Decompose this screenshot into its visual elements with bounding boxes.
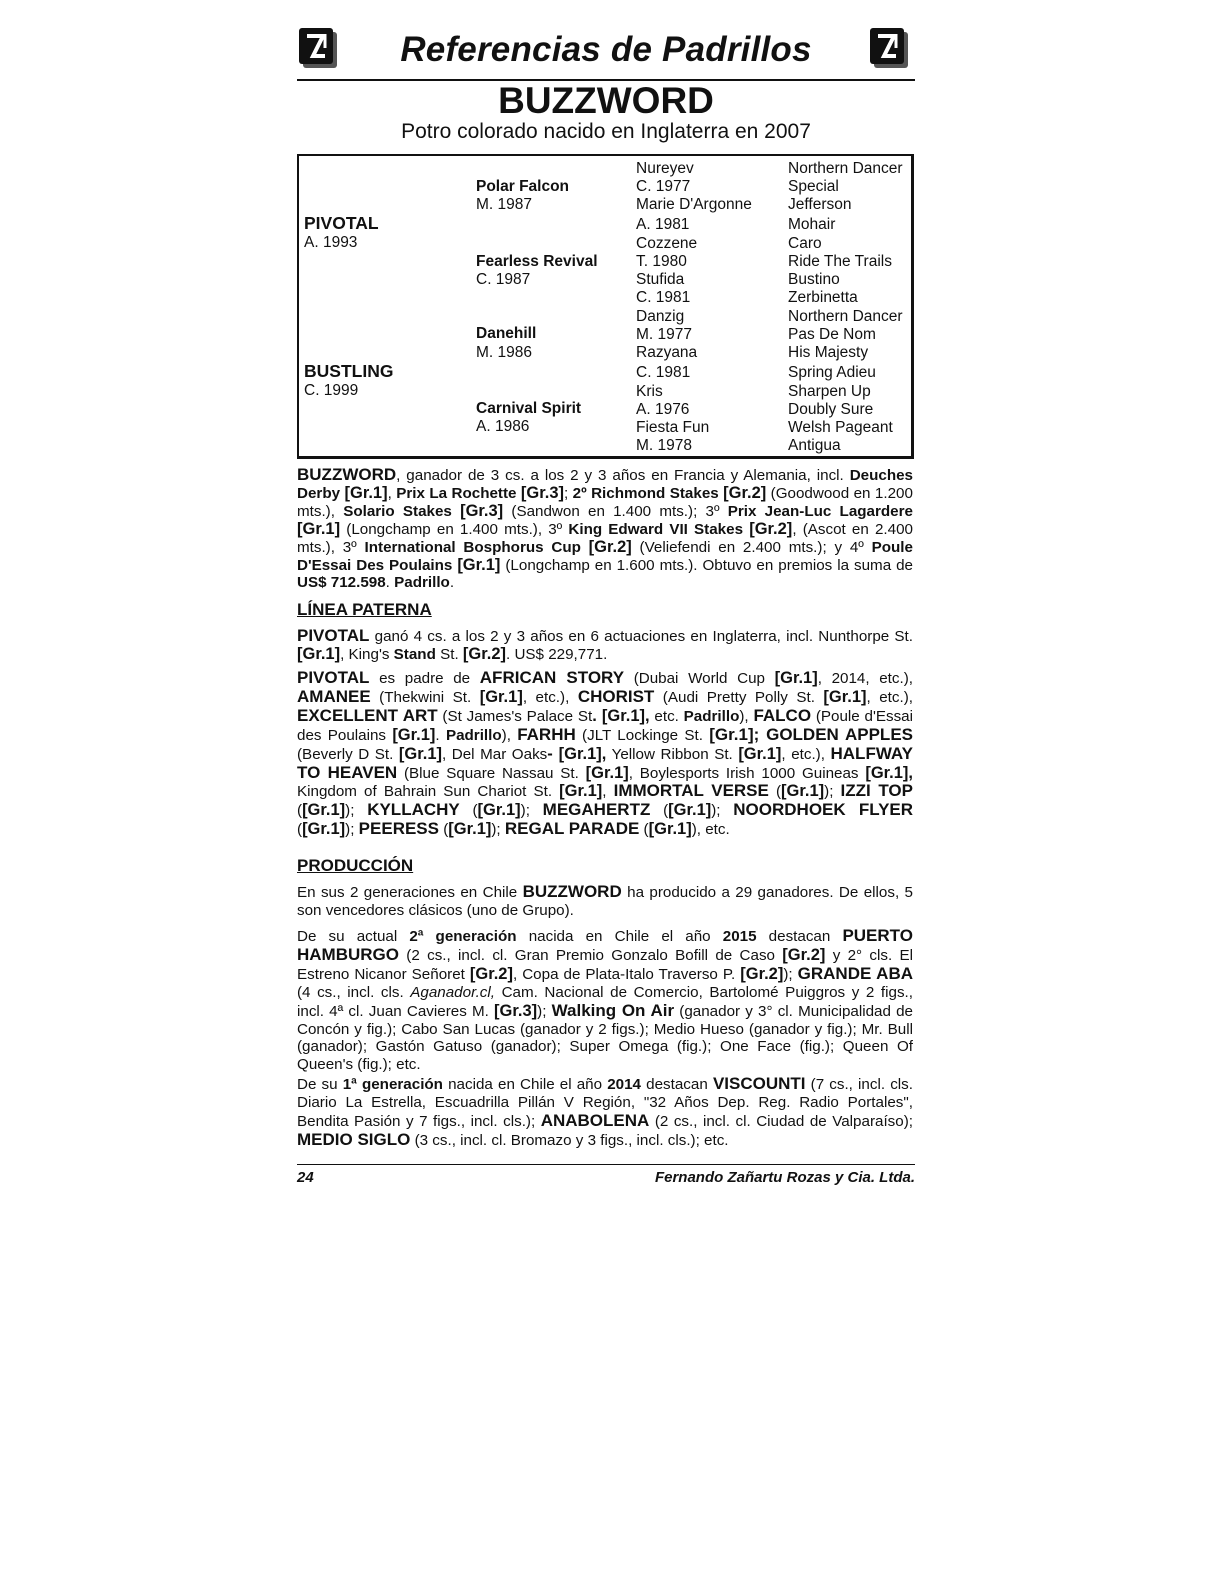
logo-emblem-icon: [868, 26, 910, 70]
sire-info: A. 1993: [304, 234, 358, 251]
first-generation-paragraph: De su 1ª generación nacida en Chile el año 2014 destacan VISCOUNTI (7 cs., incl. cls. Diario La Estrella, Escuadrilla Pillán V Región, "32 Años Dep. Reg. Radio Portales", Bendita Pasión y 7 figs., incl. cls.); ANABOLENA (2 cs., incl. cl. Ciudad de Valparaíso); MEDIO SIGLO (3 cs., incl. cl. Bromazo y 3 figs., incl. cls.); etc.: [297, 1074, 913, 1149]
grandsire-name: Danehill: [476, 325, 537, 342]
horse-name: BUZZWORD: [498, 80, 714, 121]
gen4-cell: Ride The Trails: [788, 253, 892, 270]
horse-subtitle: Potro colorado nacido en Inglaterra en 2007: [401, 120, 811, 143]
gen4-cell: Welsh Pageant: [788, 419, 893, 436]
gen3-cell: A. 1976: [636, 401, 690, 418]
gen4-cell: Caro: [788, 235, 822, 252]
gen3-cell: A. 1981: [636, 216, 690, 233]
granddam-name: Carnival Spirit: [476, 400, 582, 417]
gen4-cell: Northern Dancer: [788, 160, 903, 177]
section-heading-paternal-line: LÍNEA PATERNA: [297, 600, 432, 619]
gen4-cell: Doubly Sure: [788, 401, 874, 418]
gen3-cell: M. 1978: [636, 437, 693, 454]
gen4-cell: Antigua: [788, 437, 841, 454]
gen4-cell: Pas De Nom: [788, 326, 876, 343]
granddam-info: C. 1987: [476, 271, 531, 288]
gen4-cell: Bustino: [788, 271, 840, 288]
gen4-cell: Northern Dancer: [788, 308, 903, 325]
dam-name: BUSTLING: [304, 361, 394, 381]
gen3-cell: C. 1981: [636, 364, 691, 381]
gen3-cell: Kris: [636, 383, 663, 400]
pedigree-table: [297, 154, 914, 459]
dam-info: C. 1999: [304, 382, 359, 399]
gen4-cell: Spring Adieu: [788, 364, 876, 381]
sire-name: PIVOTAL: [304, 213, 379, 233]
section-heading-production: PRODUCCIÓN: [297, 856, 414, 875]
publisher-name: Fernando Zañartu Rozas y Cia. Ltda.: [654, 1169, 915, 1186]
gen4-cell: Sharpen Up: [788, 383, 871, 400]
grandsire-info: M. 1987: [476, 196, 533, 213]
gen3-cell: Razyana: [636, 344, 698, 361]
gen3-cell: Nureyev: [636, 160, 694, 177]
gen3-cell: Marie D'Argonne: [636, 196, 752, 213]
granddam-name: Fearless Revival: [476, 253, 598, 270]
sire-record-paragraph: PIVOTAL ganó 4 cs. a los 2 y 3 años en 6 actuaciones en Inglaterra, incl. Nunthorpe St. [Gr.1], King's Stand St. [Gr.2]. US$ 229,771.: [297, 626, 913, 663]
footer-divider: [297, 1164, 915, 1165]
gen3-cell: Fiesta Fun: [636, 419, 710, 436]
gen3-cell: C. 1977: [636, 178, 691, 195]
gen4-cell: His Majesty: [788, 344, 869, 361]
gen3-cell: M. 1977: [636, 326, 693, 343]
gen3-cell: C. 1981: [636, 289, 691, 306]
grandsire-info: M. 1986: [476, 344, 533, 361]
gen3-cell: Cozzene: [636, 235, 698, 252]
page-header: [297, 20, 915, 82]
page-number: 24: [297, 1169, 314, 1186]
second-generation-paragraph: De su actual 2ª generación nacida en Chile el año 2015 destacan PUERTO HAMBURGO (2 cs., incl. cl. Gran Premio Gonzalo Bofill de Caso [Gr.2] y 2° cls. El Estreno Nicanor Señoret [Gr.2], Copa de Plata-Italo Traverso P. [Gr.2]); GRANDE ABA (4 cs., incl. cls. Aganador.cl, Cam. Nacional de Comercio, Bartolomé Puiggros y 2 figs., incl. 4ª cl. Juan Cavieres M. [Gr.3]); Walking On Air (ganador y 3° cl. Municipalidad de Concón y fig.); Cabo San Lucas (ganador y 2 figs.); Medio Hueso (ganador y fig.); Mr. Bull (ganador); Gastón Gatuso (ganador); Super Omega (fig.); One Face (fig.); Queen Of Queen's (fig.); etc.: [297, 926, 914, 1074]
gen4-cell: Jefferson: [788, 196, 852, 213]
gen3-cell: Stufida: [636, 271, 685, 288]
gen4-cell: Special: [788, 178, 839, 195]
gen3-cell: T. 1980: [636, 253, 687, 270]
gen4-cell: Mohair: [788, 216, 836, 233]
production-summary-paragraph: En sus 2 generaciones en Chile BUZZWORD ha producido a 29 ganadores. De ellos, 5 son vencedores clásicos (uno de Grupo).: [297, 882, 913, 919]
granddam-info: A. 1986: [476, 418, 530, 435]
gen3-cell: Danzig: [636, 308, 685, 325]
page-header-title: Referencias de Padrillos: [400, 30, 812, 69]
gen4-cell: Zerbinetta: [788, 289, 858, 306]
racing-record-paragraph: BUZZWORD, ganador de 3 cs. a los 2 y 3 años en Francia y Alemania, incl. Deuches Derby [Gr.1], Prix La Rochette [Gr.3]; 2º Richmond Stakes [Gr.2] (Goodwood en 1.200 mts.), Solario Stakes [Gr.3] (Sandwon en 1.400 mts.); 3º Prix Jean-Luc Lagardere [Gr.1] (Longchamp en 1.400 mts.), 3º King Edward VII Stakes [Gr.2], (Ascot en 2.400 mts.), 3º International Bosphorus Cup [Gr.2] (Veliefendi en 2.400 mts.); y 4º Poule D'Essai Des Poulains [Gr.1] (Longchamp en 1.600 mts.). Obtuvo en premios la suma de US$ 712.598. Padrillo.: [297, 465, 913, 592]
grandsire-name: Polar Falcon: [476, 178, 570, 195]
sire-progeny-paragraph: PIVOTAL es padre de AFRICAN STORY (Dubai World Cup [Gr.1], 2014, etc.), AMANEE (Thekwini St. [Gr.1], etc.), CHORIST (Audi Pretty Polly St. [Gr.1], etc.), EXCELLENT ART (St James's Palace St. [Gr.1], etc. Padrillo), FALCO (Poule d'Essai des Poulains [Gr.1]. Padrillo), FARHH (JLT Lockinge St. [Gr.1]; GOLDEN APPLES (Beverly D St. [Gr.1], Del Mar Oaks- [Gr.1], Yellow Ribbon St. [Gr.1], etc.), HALFWAY TO HEAVEN (Blue Square Nassau St. [Gr.1], Boylesports Irish 1000 Guineas [Gr.1], Kingdom of Bahrain Sun Chariot St. [Gr.1], IMMORTAL VERSE ([Gr.1]); IZZI TOP ([Gr.1]); KYLLACHY ([Gr.1]); MEGAHERTZ ([Gr.1]); NOORDHOEK FLYER ([Gr.1]); PEERESS ([Gr.1]); REGAL PARADE ([Gr.1]), etc.: [297, 668, 914, 839]
